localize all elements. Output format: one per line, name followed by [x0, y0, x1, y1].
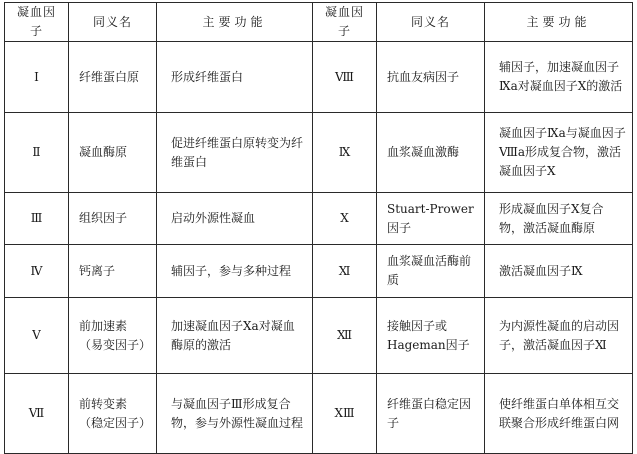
factor-synonym: 接触因子或Hageman因子 [377, 298, 485, 374]
factor-number: ⅩⅢ [313, 374, 377, 454]
header-synonym-left: 同义名 [69, 3, 157, 42]
factor-number: Ⅲ [5, 193, 69, 245]
factor-number: Ⅻ [313, 298, 377, 374]
header-function-right: 主要功能 [485, 3, 633, 42]
table-row [5, 245, 633, 298]
factor-synonym: 前加速素（易变因子） [69, 298, 157, 374]
factor-synonym: 前转变素（稳定因子） [69, 374, 157, 454]
factor-function: 激活凝血因子Ⅸ [485, 245, 633, 298]
factor-number: Ⅷ [313, 42, 377, 113]
table-row [5, 42, 633, 113]
header-factor-left: 凝血因子 [5, 3, 69, 42]
factor-synonym: 钙离子 [69, 245, 157, 298]
factor-number: Ⅰ [5, 42, 69, 113]
factor-synonym: 凝血酶原 [69, 113, 157, 193]
factor-synonym: 血浆凝血活酶前质 [377, 245, 485, 298]
factor-synonym: 纤维蛋白稳定因子 [377, 374, 485, 454]
factor-function: 加速凝血因子Ⅹa对凝血酶原的激活 [157, 298, 313, 374]
factor-synonym: 组织因子 [69, 193, 157, 245]
table-row [5, 193, 633, 245]
factor-function: 辅因子，参与多种过程 [157, 245, 313, 298]
factor-synonym: 纤维蛋白原 [69, 42, 157, 113]
factor-number: Ⅴ [5, 298, 69, 374]
header-synonym-right: 同义名 [377, 3, 485, 42]
factor-function: 启动外源性凝血 [157, 193, 313, 245]
factor-function: 促进纤维蛋白原转变为纤维蛋白 [157, 113, 313, 193]
factor-number: Ⅺ [313, 245, 377, 298]
factor-number: Ⅸ [313, 113, 377, 193]
factor-function: 辅因子，加速凝血因子Ⅸa对凝血因子Ⅹ的激活 [485, 42, 633, 113]
factor-synonym: 抗血友病因子 [377, 42, 485, 113]
header-factor-right: 凝血因子 [313, 3, 377, 42]
factor-function: 使纤维蛋白单体相互交联聚合形成纤维蛋白网 [485, 374, 633, 454]
factor-number: Ⅶ [5, 374, 69, 454]
coagulation-factor-table [4, 2, 633, 454]
factor-synonym: Stuart-Prower因子 [377, 193, 485, 245]
factor-number: Ⅱ [5, 113, 69, 193]
factor-number: Ⅳ [5, 245, 69, 298]
factor-synonym: 血浆凝血激酶 [377, 113, 485, 193]
factor-function: 形成纤维蛋白 [157, 42, 313, 113]
factor-function: 凝血因子Ⅸa与凝血因子Ⅷa形成复合物，激活凝血因子Ⅹ [485, 113, 633, 193]
header-function-left: 主要功能 [157, 3, 313, 42]
factor-function: 与凝血因子Ⅲ形成复合物，参与外源性凝血过程 [157, 374, 313, 454]
factor-function: 为内源性凝血的启动因子，激活凝血因子Ⅺ [485, 298, 633, 374]
header-row [5, 3, 633, 42]
table-row [5, 113, 633, 193]
table-row [5, 298, 633, 374]
factor-number: Ⅹ [313, 193, 377, 245]
table-row [5, 374, 633, 454]
factor-function: 形成凝血因子Ⅹ复合物，激活凝血酶原 [485, 193, 633, 245]
